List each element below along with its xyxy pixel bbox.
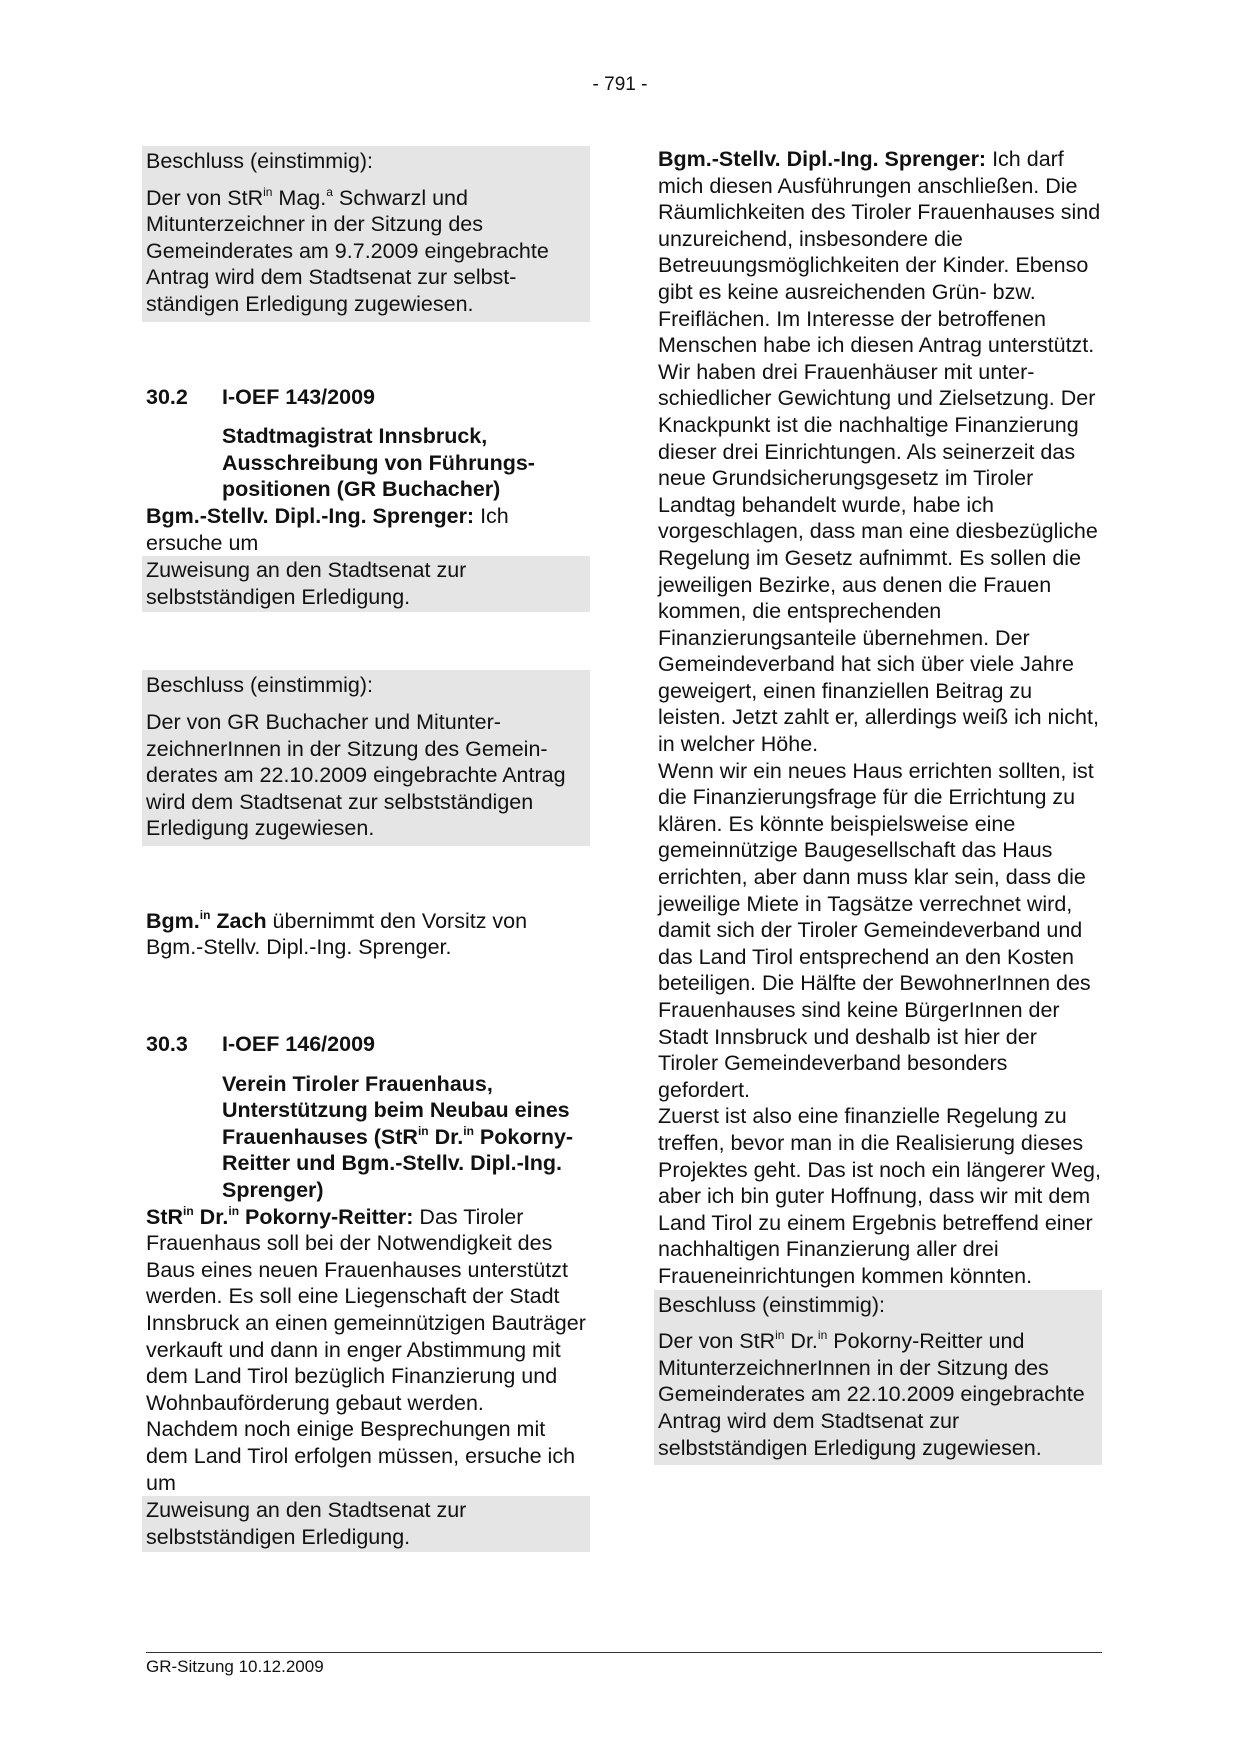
- paragraph: Nachdem noch einige Besprechungen mit dem Land Tirol erfolgen müssen, ersuche ich um: [146, 1417, 576, 1495]
- resolution-text: Der von StR$^{in}$ Dr.$^{in}$ Pokorny-Reitter und MitunterzeichnerInnen in der Sitzung des Gemeinderates am 22.10.2009 eingebrachte Antrag wird dem Stadtsenat zur selbstständigen Erledigung zugewiesen.: [658, 1328, 1085, 1460]
- resolution-block-1: [142, 146, 590, 322]
- paragraph: Zuerst ist also eine finanzielle Regelung zu treffen, bevor man in die Realisierung dieses Projektes geht. Das ist noch ein längerer Weg, aber ich bin guter Hoffnung, dass wir mit dem Land Tirol zu einem Ergebnis betreffend einer nachhaltigen Finanzierung aller drei Fraueneinrichtungen kommen könnten.: [658, 1104, 1101, 1288]
- item-number: 30.3: [146, 1032, 188, 1057]
- speaker-paragraph: StR$^{in}$ Dr.$^{in}$ Pokorny-Reitter: Das Tiroler Frauenhaus soll bei der Notwendigkeit des Baus eines neuen Frauenhauses unterstützt werden. Es soll eine Liegenschaft der Stadt Innsbruck an einen gemeinnützigen Bauträger verkauft und dann in enger Abstimmung mit dem Land Tirol bezüglich Finanzierung und Wohnbauförderung gebaut werden.: [146, 1203, 586, 1415]
- paragraph: Wir haben drei Frauenhäuser mit unterschiedlicher Gewichtung und Zielsetzung. Der Knackpunkt ist die nachhaltige Finanzierung dieser drei Einrichtungen. Als seinerzeit das neue Grundsicherungsgesetz im Tiroler Landtag behandelt wurde, habe ich vorgeschlagen, dass man eine diesbezügliche Regelung im Gesetz aufnimmt. Es sollen die jeweiligen Bezirke, aus denen die Frauen kommen, die entsprechenden Finanzierungsanteile übernehmen. Der Gemeindeverband hat sich über viele Jahre geweigert, einen finanziellen Beitrag zu leisten. Jetzt zahlt er, allerdings weiß ich nicht, in welcher Höhe.: [658, 359, 1099, 757]
- resolution-heading: Beschluss (einstimmig):: [146, 149, 373, 173]
- resolution-heading: Beschluss (einstimmig):: [146, 673, 373, 698]
- left-column: [146, 146, 590, 1562]
- resolution-heading: Beschluss (einstimmig):: [658, 1292, 885, 1317]
- paragraph: Wenn wir ein neues Haus errichten sollten, ist die Finanzierungsfrage für die Errichtung zu klären. Es könnte beispielsweise eine gemeinnützige Baugesellschaft das Haus errichten, aber dann muss klar sein, dass die jeweilige Miete in Tagsätze verrechnet wird, damit sich der Tiroler Gemeindeverband und das Land Tirol entsprechend an den Kosten beteiligen. Die Hälfte der BewohnerInnen des Frauenhauses sind keine BürgerInnen der Stadt Innsbruck und deshalb ist hier der Tiroler Gemeindeverband besonders gefordert.: [658, 758, 1094, 1102]
- resolution-text: Der von GR Buchacher und MitunterzeichnerInnen in der Sitzung des Gemeinderates am 22.10.2009 eingebrachte Antrag wird dem Stadtsenat zur selbstständigen Erledigung zugewiesen.: [146, 709, 566, 841]
- footer-session-date: GR-Sitzung 10.12.2009: [146, 1657, 324, 1676]
- right-column: [658, 146, 1102, 1475]
- resolution-block-2: [142, 670, 590, 846]
- resolution-text: Der von StR$^{in}$ Mag.$^a$ Schwarzl und Mitunterzeichner in der Sitzung des Gemeinderates am 9.7.2009 eingebrachte Antrag wird dem Stadtsenat zur selbstständigen Erledigung zugewiesen.: [146, 184, 549, 316]
- speaker-paragraph: Bgm.-Stellv. Dipl.-Ing. Sprenger: Ich ersuche um: [146, 503, 509, 555]
- item-title: Verein Tiroler Frauenhaus, Unterstützung beim Neubau eines Frauenhauses (StR$^{in}$ Dr.$^{in}$ Pokorny-Reitter und Bgm.-Stellv. Dipl.-Ing. Sprenger): [222, 1071, 574, 1203]
- chair-change-note: Bgm.$^{in}$ Zach übernimmt den Vorsitz von Bgm.-Stellv. Dipl.-Ing. Sprenger.: [146, 907, 528, 960]
- speaker-name: Bgm.-Stellv. Dipl.-Ing. Sprenger:: [146, 503, 475, 528]
- agenda-item-30-3: [146, 1031, 590, 1058]
- page-number: - 791 -: [592, 74, 648, 95]
- assignment-request: Zuweisung an den Stadtsenat zur selbstständigen Erledigung.: [142, 1496, 590, 1552]
- item-code: I-OEF 146/2009: [222, 1032, 375, 1057]
- item-title: Stadtmagistrat Innsbruck, Ausschreibung von Führungspositionen (GR Buchacher): [222, 424, 535, 502]
- speaker-name: StR$^{in}$ Dr.$^{in}$ Pokorny-Reitter:: [146, 1203, 414, 1229]
- item-code: I-OEF 143/2009: [222, 384, 375, 409]
- resolution-block-3: [654, 1290, 1102, 1466]
- speaker-name: Bgm.-Stellv. Dipl.-Ing. Sprenger:: [658, 147, 987, 171]
- assignment-request: Zuweisung an den Stadtsenat zur selbstständigen Erledigung.: [142, 556, 590, 612]
- agenda-item-30-2: [146, 384, 590, 411]
- footer-divider: [146, 1652, 1102, 1653]
- speaker-paragraph: Bgm.-Stellv. Dipl.-Ing. Sprenger: Ich darf mich diesen Ausführungen anschließen. Die Räumlichkeiten des Tiroler Frauenhauses sind unzureichend, insbesondere die Betreuungsmöglichkeiten der Kinder. Ebenso gibt es keine ausreichenden Grün- bzw. Freiflächen. Im Interesse der betroffenen Menschen habe ich diesen Antrag unterstützt.: [658, 147, 1101, 358]
- item-number: 30.2: [146, 384, 188, 409]
